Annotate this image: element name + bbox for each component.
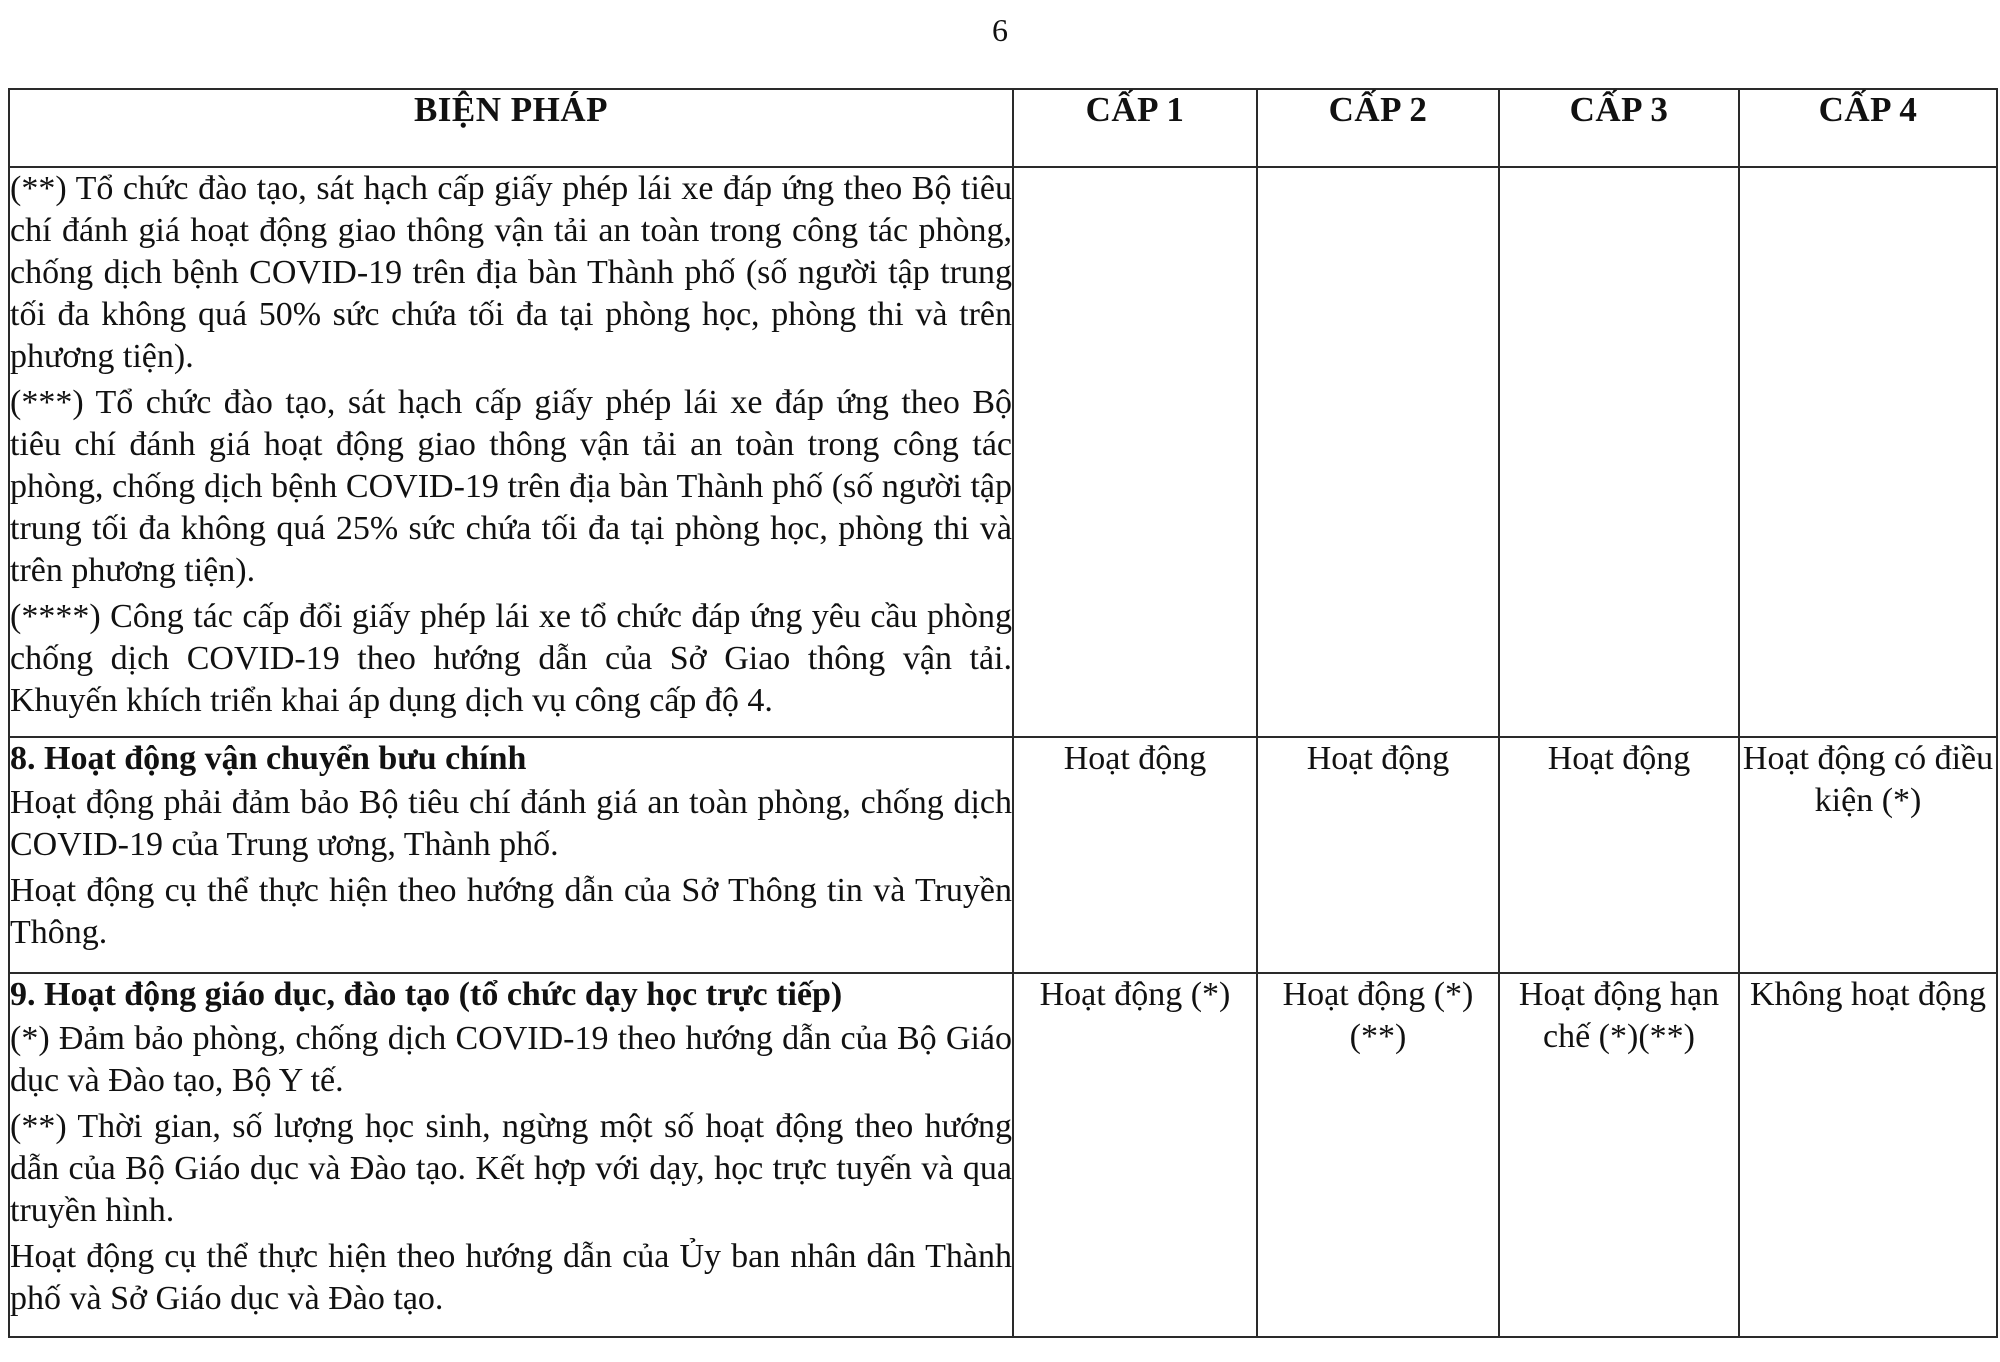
measure-paragraph: (**) Tổ chức đào tạo, sát hạch cấp giấy phép lái xe đáp ứng theo Bộ tiêu chí đánh giá hoạt động giao thông vận tải an toàn trong công tác phòng, chống dịch bệnh COVID-19 trên địa bàn Thành phố (số người tập trung tối đa không quá 50% sức chứa tối đa tại phòng học, phòng thi và trên phương tiện). (10, 170, 1012, 375)
table-row (9, 167, 1997, 737)
level-2-cell: Hoạt động (1257, 737, 1499, 973)
header-level-3: CẤP 3 (1499, 89, 1739, 167)
measure-cell (9, 737, 1013, 973)
header-level-4: CẤP 4 (1739, 89, 1997, 167)
measure-paragraph: (*) Đảm bảo phòng, chống dịch COVID-19 theo hướng dẫn của Bộ Giáo dục và Đào tạo, Bộ Y tế. (10, 1020, 1012, 1099)
table-header-row (9, 89, 1997, 167)
measure-paragraph: (**) Thời gian, số lượng học sinh, ngừng một số hoạt động theo hướng dẫn của Bộ Giáo dục và Đào tạo. Kết hợp với dạy, học trực tuyến và qua truyền hình. (10, 1108, 1012, 1229)
level-1-cell (1013, 167, 1257, 737)
level-1-cell: Hoạt động (*) (1013, 973, 1257, 1337)
measure-paragraph: Hoạt động phải đảm bảo Bộ tiêu chí đánh giá an toàn phòng, chống dịch COVID-19 của Trung ương, Thành phố. (10, 784, 1012, 863)
level-2-cell (1257, 167, 1499, 737)
measures-table (8, 88, 1998, 1338)
measure-title: 9. Hoạt động giáo dục, đào tạo (tổ chức dạy học trực tiếp) (10, 976, 843, 1013)
measure-title: 8. Hoạt động vận chuyển bưu chính (10, 740, 527, 777)
level-4-cell: Không hoạt động (1739, 973, 1997, 1337)
level-3-cell: Hoạt động (1499, 737, 1739, 973)
level-2-cell: Hoạt động (*)(**) (1257, 973, 1499, 1337)
measure-cell (9, 167, 1013, 737)
header-level-2: CẤP 2 (1257, 89, 1499, 167)
measure-cell (9, 973, 1013, 1337)
header-measure: BIỆN PHÁP (9, 89, 1013, 167)
level-3-cell (1499, 167, 1739, 737)
level-3-cell: Hoạt động hạn chế (*)(**) (1499, 973, 1739, 1337)
level-1-cell: Hoạt động (1013, 737, 1257, 973)
level-4-cell: Hoạt động có điều kiện (*) (1739, 737, 1997, 973)
header-level-1: CẤP 1 (1013, 89, 1257, 167)
table-row (9, 973, 1997, 1337)
measure-paragraph: Hoạt động cụ thể thực hiện theo hướng dẫn của Ủy ban nhân dân Thành phố và Sở Giáo dục và Đào tạo. (10, 1238, 1012, 1317)
page-number: 6 (992, 12, 1008, 48)
level-4-cell (1739, 167, 1997, 737)
measure-paragraph: (****) Công tác cấp đổi giấy phép lái xe tổ chức đáp ứng yêu cầu phòng chống dịch COVID-19 theo hướng dẫn của Sở Giao thông vận tải. Khuyến khích triển khai áp dụng dịch vụ công cấp độ 4. (10, 598, 1012, 719)
measure-paragraph: (***) Tổ chức đào tạo, sát hạch cấp giấy phép lái xe đáp ứng theo Bộ tiêu chí đánh giá hoạt động giao thông vận tải an toàn trong công tác phòng, chống dịch bệnh COVID-19 trên địa bàn Thành phố (số người tập trung tối đa không quá 25% sức chứa tối đa tại phòng học, phòng thi và trên phương tiện). (10, 384, 1012, 589)
table-row (9, 737, 1997, 973)
measure-paragraph: Hoạt động cụ thể thực hiện theo hướng dẫn của Sở Thông tin và Truyền Thông. (10, 872, 1012, 951)
